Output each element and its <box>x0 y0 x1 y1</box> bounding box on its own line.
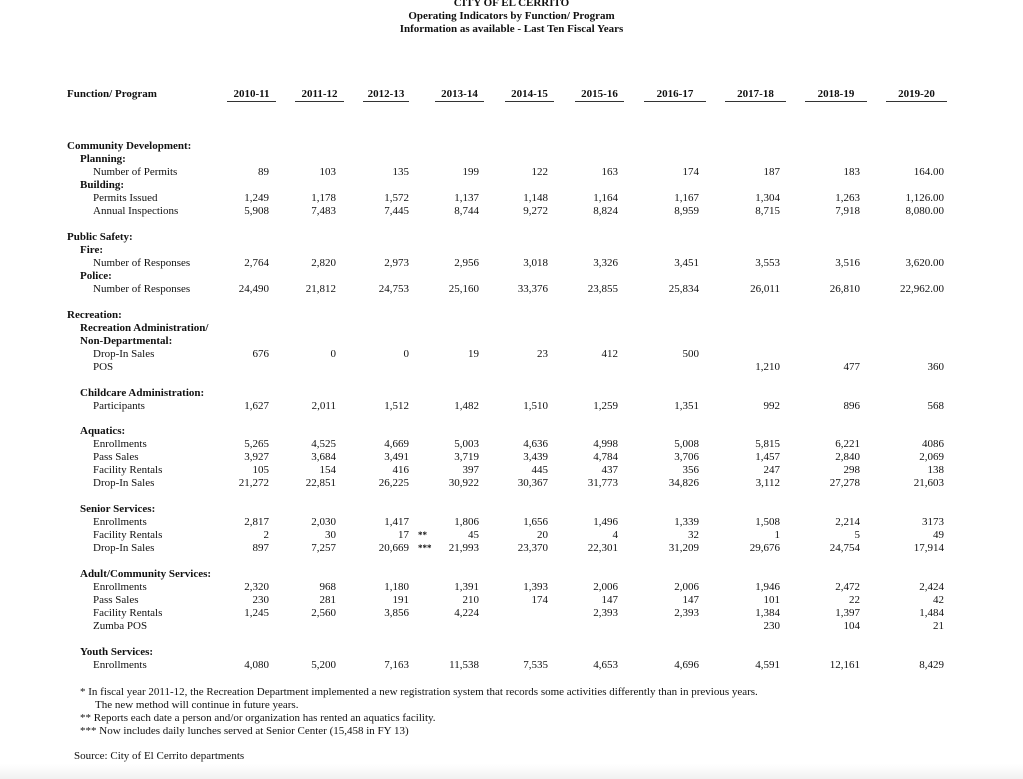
table-cell: 8,080.00 <box>905 205 944 217</box>
table-cell: 24,753 <box>378 283 409 295</box>
table-cell: 1,263 <box>835 192 860 204</box>
row-label-childcare-participants: Participants <box>93 400 145 412</box>
table-cell: 122 <box>531 166 548 178</box>
table-cell: 2,424 <box>919 581 944 593</box>
table-cell: 8,715 <box>755 205 780 217</box>
table-cell: 1,304 <box>755 192 780 204</box>
table-cell: 2,840 <box>835 451 860 463</box>
subsection-youth-services: Youth Services: <box>80 646 154 658</box>
table-cell: 3,553 <box>755 257 780 269</box>
table-cell: 21,603 <box>913 477 944 489</box>
table-cell: 183 <box>843 166 860 178</box>
table-cell: 1,259 <box>593 400 618 412</box>
table-cell: 21,812 <box>305 283 336 295</box>
table-cell: 230 <box>252 594 269 606</box>
table-cell: 3,516 <box>835 257 860 269</box>
table-cell: 2,006 <box>593 581 618 593</box>
table-cell: 23,370 <box>517 542 548 554</box>
table-cell: 3,439 <box>523 451 548 463</box>
row-label-sr-rental: Facility Rentals <box>93 529 163 541</box>
row-label-building-inspections: Annual Inspections <box>93 205 179 217</box>
subsection-planning: Planning: <box>80 153 126 165</box>
table-cell: 174 <box>531 594 548 606</box>
table-cell: 191 <box>392 594 409 606</box>
table-cell: 22,301 <box>587 542 618 554</box>
table-cell: 1,167 <box>674 192 699 204</box>
table-cell: 20,669 <box>378 542 409 554</box>
table-cell: 281 <box>319 594 336 606</box>
table-cell: 4086 <box>922 438 944 450</box>
column-header-year: 2017-18 <box>725 88 786 102</box>
table-cell: 4,784 <box>593 451 618 463</box>
table-cell: 30,367 <box>517 477 548 489</box>
table-cell: 1,806 <box>454 516 479 528</box>
table-cell: 2,393 <box>674 607 699 619</box>
table-cell: 105 <box>252 464 269 476</box>
table-cell: 3,620.00 <box>905 257 944 269</box>
table-cell: 360 <box>927 361 944 373</box>
table-cell: 2,011 <box>311 400 336 412</box>
table-cell: 23,855 <box>587 283 618 295</box>
table-cell: 897 <box>252 542 269 554</box>
column-header-year: 2018-19 <box>805 88 867 102</box>
table-cell: 23 <box>537 348 548 360</box>
table-cell: 2,320 <box>244 581 269 593</box>
table-cell: 22,962.00 <box>900 283 944 295</box>
table-cell: 1,164 <box>593 192 618 204</box>
table-cell: 896 <box>843 400 860 412</box>
table-cell: 17 <box>398 529 409 541</box>
table-cell: 1,510 <box>523 400 548 412</box>
row-label-aq-enroll: Enrollments <box>93 438 147 450</box>
table-cell: 22 <box>849 594 860 606</box>
table-cell: 3,856 <box>384 607 409 619</box>
page-bottom-shade <box>0 764 1023 779</box>
source-note: Source: City of El Cerrito departments <box>74 750 245 762</box>
row-label-fire-responses: Number of Responses <box>93 257 191 269</box>
section-recreation: Recreation: <box>67 309 122 321</box>
table-cell: 1,180 <box>384 581 409 593</box>
subsection-fire: Fire: <box>80 244 104 256</box>
footnote-1-continued: The new method will continue in future years. <box>95 699 299 711</box>
table-cell: 17,914 <box>913 542 944 554</box>
subsection-adult-community: Adult/Community Services: <box>80 568 212 580</box>
subsection-non-departmental: Non-Departmental: <box>80 335 173 347</box>
table-cell: 247 <box>763 464 780 476</box>
table-cell: 2,817 <box>244 516 269 528</box>
table-cell: 1,627 <box>244 400 269 412</box>
table-cell: 1,496 <box>593 516 618 528</box>
table-cell: 147 <box>682 594 699 606</box>
table-cell: 230 <box>763 620 780 632</box>
table-cell: 7,163 <box>384 659 409 671</box>
table-cell: 1,946 <box>755 581 780 593</box>
footnote-2: ** Reports each date a person and/or organization has rented an aquatics facility. <box>80 712 436 724</box>
table-cell: 26,225 <box>378 477 409 489</box>
table-cell: 4 <box>612 529 618 541</box>
footnote-3: *** Now includes daily lunches served at Senior Center (15,458 in FY 13) <box>80 725 409 737</box>
table-cell: 5,265 <box>244 438 269 450</box>
table-cell: 22,851 <box>305 477 336 489</box>
table-cell: 104 <box>843 620 860 632</box>
table-cell: 5,908 <box>244 205 269 217</box>
table-cell: 8,429 <box>919 659 944 671</box>
table-cell: 45 <box>468 529 479 541</box>
table-cell: 4,998 <box>593 438 618 450</box>
table-cell: 356 <box>682 464 699 476</box>
table-cell: 1,393 <box>523 581 548 593</box>
table-cell: 500 <box>682 348 699 360</box>
table-cell: 4,591 <box>755 659 780 671</box>
table-cell: 32 <box>688 529 699 541</box>
row-label-ad-pass: Pass Sales <box>93 594 139 606</box>
table-cell: 135 <box>392 166 409 178</box>
table-cell: 2,956 <box>454 257 479 269</box>
table-cell: 49 <box>933 529 944 541</box>
table-cell: 416 <box>392 464 409 476</box>
footnote-1: * In fiscal year 2011-12, the Recreation Department implemented a new registration system that records some activities differently than in previous years. <box>80 686 758 698</box>
table-cell: 210 <box>462 594 479 606</box>
table-cell: 25,834 <box>668 283 699 295</box>
table-cell: 3,326 <box>593 257 618 269</box>
table-cell: 2 <box>263 529 269 541</box>
table-cell: 1,339 <box>674 516 699 528</box>
table-cell: 20 <box>537 529 548 541</box>
table-cell: 103 <box>319 166 336 178</box>
column-header-year: 2019-20 <box>886 88 947 102</box>
subsection-childcare: Childcare Administration: <box>80 387 205 399</box>
table-cell: 568 <box>927 400 944 412</box>
table-cell: 3,719 <box>454 451 479 463</box>
table-cell: 24,490 <box>238 283 269 295</box>
table-cell: 477 <box>843 361 860 373</box>
table-cell: 1,148 <box>523 192 548 204</box>
table-cell: 21 <box>933 620 944 632</box>
table-cell: 1,482 <box>454 400 479 412</box>
table-cell: 12,161 <box>829 659 860 671</box>
row-label-police-responses: Number of Responses <box>93 283 191 295</box>
row-label-ad-zumba: Zumba POS <box>93 620 148 632</box>
table-cell: 9,272 <box>523 205 548 217</box>
table-cell: 8,959 <box>674 205 699 217</box>
table-cell: 2,069 <box>919 451 944 463</box>
footnote-marker: *** <box>418 543 432 553</box>
row-label-building-permits: Permits Issued <box>93 192 158 204</box>
table-cell: 2,820 <box>311 257 336 269</box>
section-community-development: Community Development: <box>67 140 192 152</box>
row-label-sr-enroll: Enrollments <box>93 516 147 528</box>
table-cell: 397 <box>462 464 479 476</box>
table-cell: 4,080 <box>244 659 269 671</box>
table-cell: 26,011 <box>750 283 780 295</box>
table-cell: 968 <box>319 581 336 593</box>
subsection-building: Building: <box>80 179 125 191</box>
table-cell: 1,656 <box>523 516 548 528</box>
table-cell: 26,810 <box>829 283 860 295</box>
table-cell: 2,973 <box>384 257 409 269</box>
table-cell: 1,484 <box>919 607 944 619</box>
section-public-safety: Public Safety: <box>67 231 133 243</box>
table-cell: 7,445 <box>384 205 409 217</box>
subsection-recreation-admin: Recreation Administration/ <box>80 322 209 334</box>
row-label-ad-rental: Facility Rentals <box>93 607 163 619</box>
table-cell: 147 <box>601 594 618 606</box>
column-header-year: 2014-15 <box>505 88 554 102</box>
table-cell: 2,764 <box>244 257 269 269</box>
table-cell: 19 <box>468 348 479 360</box>
column-header-year: 2015-16 <box>575 88 624 102</box>
row-label-aq-dropin: Drop-In Sales <box>93 477 155 489</box>
row-label-youth-enroll: Enrollments <box>93 659 147 671</box>
table-cell: 1,245 <box>244 607 269 619</box>
table-cell: 21,272 <box>238 477 269 489</box>
table-cell: 2,006 <box>674 581 699 593</box>
table-cell: 1,137 <box>454 192 479 204</box>
table-cell: 31,773 <box>587 477 618 489</box>
table-cell: 8,824 <box>593 205 618 217</box>
table-cell: 31,209 <box>668 542 699 554</box>
table-cell: 101 <box>763 594 780 606</box>
table-cell: 89 <box>258 166 269 178</box>
table-cell: 199 <box>462 166 479 178</box>
table-cell: 1,126.00 <box>905 192 944 204</box>
table-cell: 29,676 <box>749 542 780 554</box>
table-cell: 676 <box>252 348 269 360</box>
table-cell: 0 <box>330 348 336 360</box>
table-cell: 2,214 <box>835 516 860 528</box>
table-cell: 4,669 <box>384 438 409 450</box>
report-title: CITY OF EL CERRITO <box>453 0 570 9</box>
table-cell: 5,815 <box>755 438 780 450</box>
row-label-aq-pass: Pass Sales <box>93 451 139 463</box>
column-header-year: 2011-12 <box>295 88 344 102</box>
table-cell: 1,397 <box>835 607 860 619</box>
table-cell: 154 <box>319 464 336 476</box>
table-cell: 1,572 <box>384 192 409 204</box>
table-cell: 1,178 <box>311 192 336 204</box>
table-cell: 2,472 <box>835 581 860 593</box>
table-cell: 8,744 <box>454 205 479 217</box>
report-subtitle: Operating Indicators by Function/ Program <box>408 10 615 22</box>
table-cell: 3,451 <box>674 257 699 269</box>
report-subtitle-2: Information as available - Last Ten Fiscal Years <box>399 23 624 35</box>
table-cell: 174 <box>682 166 699 178</box>
table-cell: 3,112 <box>755 477 780 489</box>
table-cell: 4,696 <box>674 659 699 671</box>
table-cell: 42 <box>933 594 944 606</box>
footnote-marker: ** <box>418 530 427 540</box>
table-cell: 437 <box>601 464 618 476</box>
column-header-year: 2013-14 <box>435 88 484 102</box>
column-header-function: Function/ Program <box>67 88 157 100</box>
table-cell: 1,384 <box>755 607 780 619</box>
table-cell: 1,391 <box>454 581 479 593</box>
table-cell: 164.00 <box>913 166 944 178</box>
table-cell: 1,508 <box>755 516 780 528</box>
table-cell: 24,754 <box>829 542 860 554</box>
table-cell: 3,018 <box>523 257 548 269</box>
row-label-ad-enroll: Enrollments <box>93 581 147 593</box>
table-cell: 298 <box>843 464 860 476</box>
table-cell: 1,417 <box>384 516 409 528</box>
table-cell: 3173 <box>922 516 944 528</box>
table-cell: 34,826 <box>668 477 699 489</box>
table-cell: 1,351 <box>674 400 699 412</box>
table-cell: 27,278 <box>829 477 860 489</box>
table-cell: 163 <box>601 166 618 178</box>
table-cell: 1,512 <box>384 400 409 412</box>
subsection-senior-services: Senior Services: <box>80 503 156 515</box>
table-cell: 7,257 <box>311 542 336 554</box>
table-cell: 5 <box>854 529 860 541</box>
table-cell: 412 <box>601 348 618 360</box>
column-header-year: 2010-11 <box>227 88 276 102</box>
subsection-aquatics: Aquatics: <box>80 425 126 437</box>
column-header-year: 2012-13 <box>363 88 409 102</box>
subsection-police: Police: <box>80 270 112 282</box>
table-cell: 3,491 <box>384 451 409 463</box>
table-cell: 33,376 <box>517 283 548 295</box>
column-header-year: 2016-17 <box>644 88 706 102</box>
table-cell: 3,927 <box>244 451 269 463</box>
table-cell: 5,200 <box>311 659 336 671</box>
row-label-aq-rental: Facility Rentals <box>93 464 163 476</box>
table-cell: 7,483 <box>311 205 336 217</box>
table-cell: 1 <box>774 529 780 541</box>
table-cell: 30,922 <box>448 477 479 489</box>
table-cell: 3,684 <box>311 451 336 463</box>
table-cell: 187 <box>763 166 780 178</box>
row-label-sr-dropin: Drop-In Sales <box>93 542 155 554</box>
table-cell: 30 <box>325 529 336 541</box>
table-cell: 6,221 <box>835 438 860 450</box>
table-cell: 2,560 <box>311 607 336 619</box>
table-cell: 7,535 <box>523 659 548 671</box>
table-cell: 25,160 <box>448 283 479 295</box>
table-cell: 992 <box>763 400 780 412</box>
table-cell: 21,993 <box>448 542 479 554</box>
table-cell: 11,538 <box>449 659 479 671</box>
table-cell: 4,525 <box>311 438 336 450</box>
table-cell: 5,003 <box>454 438 479 450</box>
row-label-planning-permits: Number of Permits <box>93 166 178 178</box>
table-cell: 4,653 <box>593 659 618 671</box>
table-cell: 7,918 <box>835 205 860 217</box>
table-cell: 3,706 <box>674 451 699 463</box>
table-cell: 2,393 <box>593 607 618 619</box>
table-cell: 4,636 <box>523 438 548 450</box>
table-cell: 4,224 <box>454 607 479 619</box>
row-label-rec-dropin: Drop-In Sales <box>93 348 155 360</box>
table-cell: 445 <box>531 464 548 476</box>
table-cell: 1,457 <box>755 451 780 463</box>
table-cell: 0 <box>403 348 409 360</box>
table-cell: 1,210 <box>755 361 780 373</box>
table-cell: 2,030 <box>311 516 336 528</box>
table-cell: 5,008 <box>674 438 699 450</box>
table-cell: 138 <box>927 464 944 476</box>
row-label-rec-pos: POS <box>93 361 114 373</box>
table-cell: 1,249 <box>244 192 269 204</box>
